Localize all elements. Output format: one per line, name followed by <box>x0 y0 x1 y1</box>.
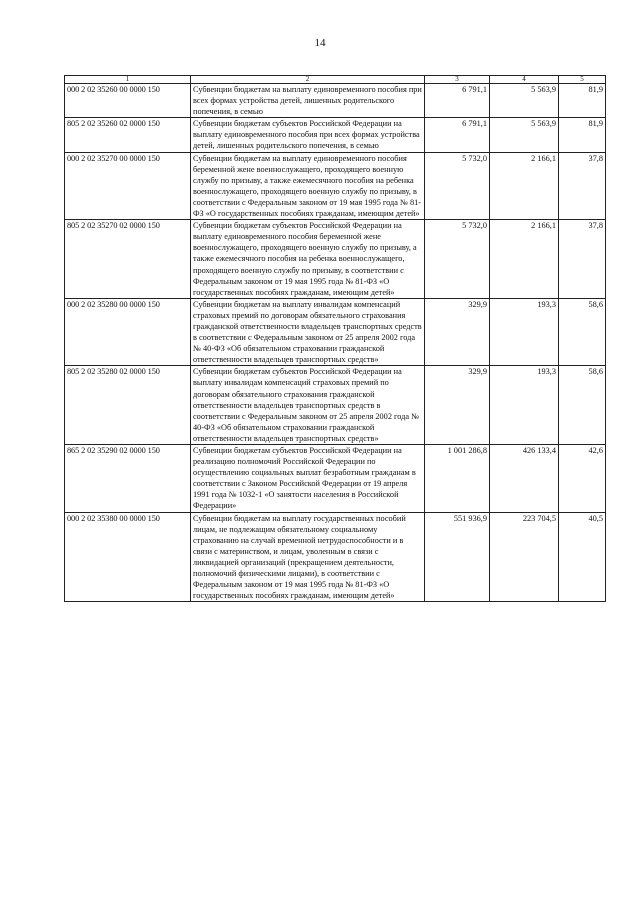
actual-amount-cell: 426 133,4 <box>490 445 559 513</box>
plan-amount-cell: 6 791,1 <box>425 84 490 118</box>
percent-cell: 37,8 <box>559 220 606 299</box>
budget-code-cell: 865 2 02 35290 02 0000 150 <box>65 445 191 513</box>
table-row <box>65 445 606 513</box>
budget-table <box>64 75 606 602</box>
percent-cell: 37,8 <box>559 152 606 220</box>
actual-amount-cell: 5 563,9 <box>490 84 559 118</box>
description-cell: Субвенции бюджетам субъектов Российской Федерации на выплату единовременного пособия беременной жене военнослужащего, проходящего военную службу по призыву, а также ежемесячного пособия на ребенка военнослужащего, проходящего военную службу по призыву, в соответствии с Федеральным законом от 19 мая 1995 года № 81-ФЗ «О государственных пособиях гражданам, имеющим детей» <box>191 220 425 299</box>
table-row <box>65 118 606 152</box>
actual-amount-cell: 193,3 <box>490 298 559 366</box>
percent-cell: 58,6 <box>559 366 606 445</box>
description-cell: Субвенции бюджетам субъектов Российской Федерации на реализацию полномочий Российской Федерации по осуществлению социальных выплат безработным гражданам в соответствии с Законом Российской Федерации от 19 апреля 1991 года № 1032-1 «О занятости населения в Российской Федерации» <box>191 445 425 513</box>
budget-code-cell: 000 2 02 35260 00 0000 150 <box>65 84 191 118</box>
description-cell: Субвенции бюджетам на выплату единовременного пособия при всех формах устройства детей, лишенных родительского попечения, в семью <box>191 84 425 118</box>
percent-cell: 81,9 <box>559 118 606 152</box>
table-row <box>65 152 606 220</box>
table-row <box>65 220 606 299</box>
actual-amount-cell: 193,3 <box>490 366 559 445</box>
plan-amount-cell: 329,9 <box>425 366 490 445</box>
description-cell: Субвенции бюджетам на выплату единовременного пособия беременной жене военнослужащего, проходящего военную службу по призыву, а также ежемесячного пособия на ребенка военнослужащего, проходящего военную службу по призыву, в соответствии с Федеральным законом от 19 мая 1995 года № 81-ФЗ «О государственных пособиях гражданам, имеющим детей» <box>191 152 425 220</box>
budget-code-cell: 000 2 02 35270 00 0000 150 <box>65 152 191 220</box>
budget-code-cell: 805 2 02 35270 02 0000 150 <box>65 220 191 299</box>
description-cell: Субвенции бюджетам субъектов Российской Федерации на выплату единовременного пособия при всех формах устройства детей, лишенных родительского попечения, в семью <box>191 118 425 152</box>
description-cell: Субвенции бюджетам субъектов Российской Федерации на выплату инвалидам компенсаций страховых премий по договорам обязательного страхования гражданской ответственности владельцев транспортных средств в соответствии с Федеральным законом от 25 апреля 2002 года № 40-ФЗ «Об обязательном страховании гражданской ответственности владельцев транспортных средств» <box>191 366 425 445</box>
table-row <box>65 366 606 445</box>
actual-amount-cell: 2 166,1 <box>490 220 559 299</box>
page-number: 14 <box>314 37 326 49</box>
plan-amount-cell: 1 001 286,8 <box>425 445 490 513</box>
description-cell: Субвенции бюджетам на выплату государственных пособий лицам, не подлежащим обязательному социальному страхованию на случай временной нетрудоспособности и в связи с материнством, и лицам, уволенным в связи с ликвидацией организаций (прекращением деятельности, полномочий физическими лицами), в соответствии с Федеральным законом от 19 мая 1995 года № 81-ФЗ «О государственных пособиях гражданам, имеющим детей» <box>191 512 425 602</box>
budget-code-cell: 000 2 02 35280 00 0000 150 <box>65 298 191 366</box>
column-header: 1 <box>65 76 191 84</box>
actual-amount-cell: 223 704,5 <box>490 512 559 602</box>
plan-amount-cell: 551 936,9 <box>425 512 490 602</box>
budget-code-cell: 805 2 02 35280 02 0000 150 <box>65 366 191 445</box>
table-row <box>65 512 606 602</box>
plan-amount-cell: 5 732,0 <box>425 220 490 299</box>
description-cell: Субвенции бюджетам на выплату инвалидам компенсаций страховых премий по договорам обязательного страхования гражданской ответственности владельцев транспортных средств в соответствии с Федеральным законом от 25 апреля 2002 года № 40-ФЗ «Об обязательном страховании гражданской ответственности владельцев транспортных средств» <box>191 298 425 366</box>
actual-amount-cell: 2 166,1 <box>490 152 559 220</box>
column-header: 4 <box>490 76 559 84</box>
actual-amount-cell: 5 563,9 <box>490 118 559 152</box>
column-header: 2 <box>191 76 425 84</box>
percent-cell: 40,5 <box>559 512 606 602</box>
column-header: 3 <box>425 76 490 84</box>
percent-cell: 42,6 <box>559 445 606 513</box>
table-row <box>65 84 606 118</box>
column-header: 5 <box>559 76 606 84</box>
table-header-row <box>65 76 606 84</box>
budget-code-cell: 805 2 02 35260 02 0000 150 <box>65 118 191 152</box>
budget-code-cell: 000 2 02 35380 00 0000 150 <box>65 512 191 602</box>
plan-amount-cell: 5 732,0 <box>425 152 490 220</box>
table-row <box>65 298 606 366</box>
plan-amount-cell: 6 791,1 <box>425 118 490 152</box>
percent-cell: 58,6 <box>559 298 606 366</box>
plan-amount-cell: 329,9 <box>425 298 490 366</box>
percent-cell: 81,9 <box>559 84 606 118</box>
